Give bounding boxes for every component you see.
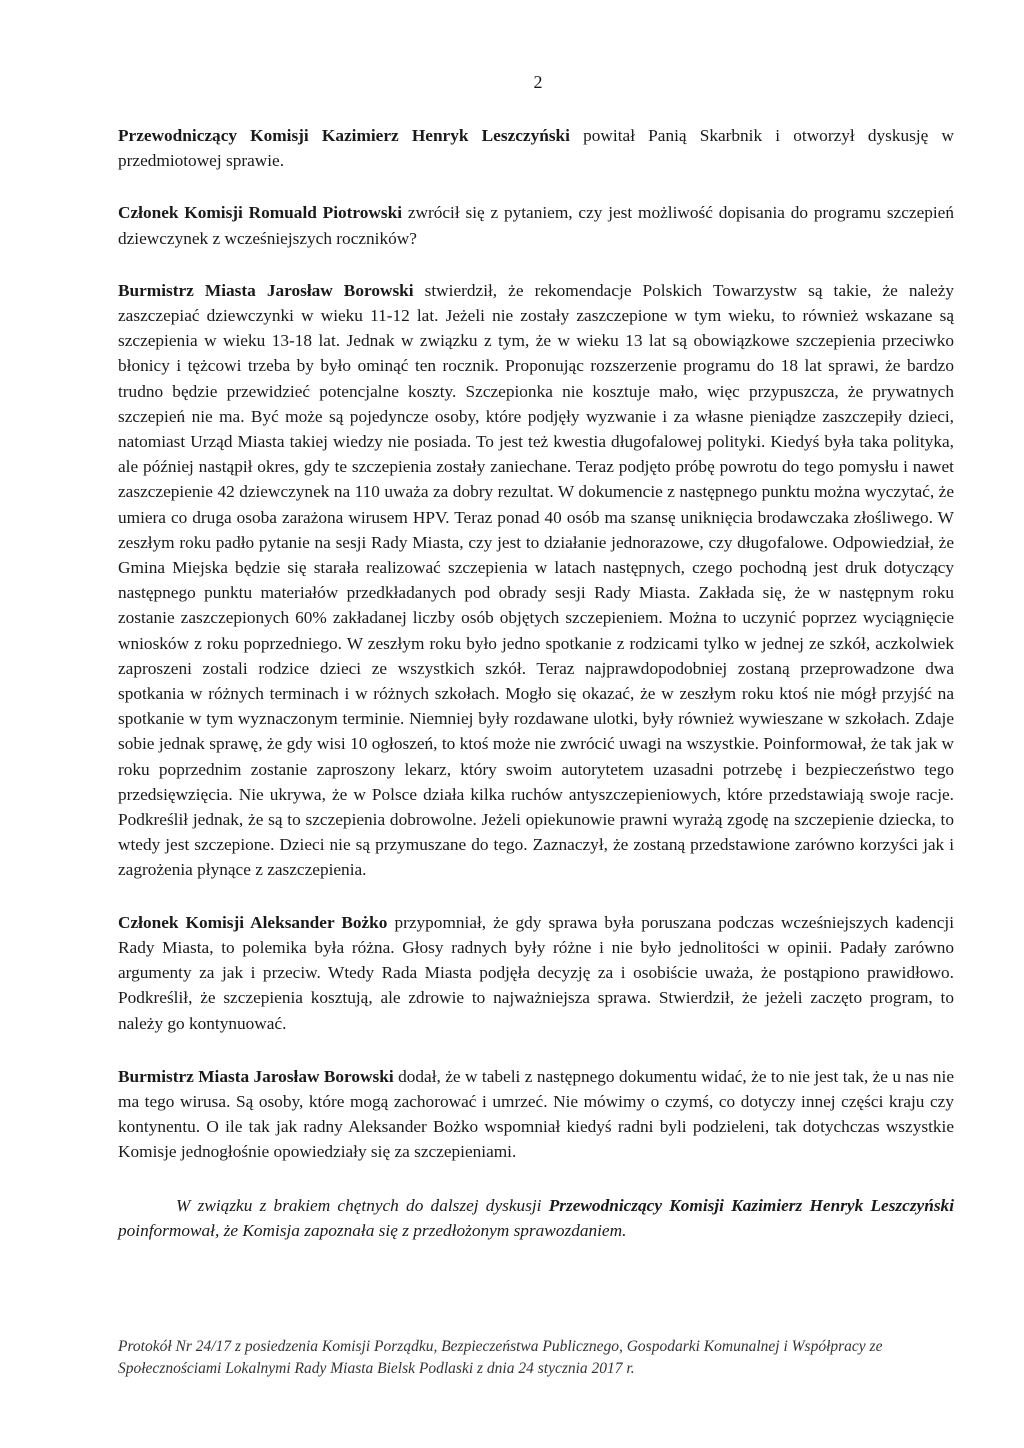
speaker-name: Burmistrz Miasta Jarosław Borowski [118,280,414,300]
paragraph-text: stwierdził, że rekomendacje Polskich Towarzystw są takie, że należy zaszczepiać dziewczynki w wieku 11-12 lat. Jeżeli nie zostały zaszczepione w tym wieku, to również wskazane są szczepienia w wieku 13-18 lat. Jednak w związku z tym, że w wieku 13 lat są obowiązkowe szczepienia przeciwko błonicy i tężcowi trzeba by było ominąć ten rocznik. Proponując rozszerzenie programu do 18 lat sprawi, że bardzo trudno będzie przewidzieć potencjalne koszty. Szczepionka nie kosztuje mało, więc przypuszcza, że prywatnych szczepień nie ma. Być może są pojedyncze osoby, które podjęły wyzwanie i za własne pieniądze zaszczepiły dzieci, natomiast Urząd Miasta takiej wiedzy nie posiada. To jest też kwestia długofalowej polityki. Kiedyś była taka polityka, ale później nastąpił okres, gdy te szczepienia zostały zaniechane. Teraz podjęto próbę powrotu do tego pomysłu i nawet zaszczepienie 42 dziewczynek na 110 uważa za dobry rezultat. W dokumencie z następnego punktu można wyczytać, że umiera co druga osoba zarażona wirusem HPV. Teraz ponad 40 osób ma szansę uniknięcia brodawczaka złośliwego. W zeszłym roku padło pytanie na sesji Rady Miasta, czy jest to działanie jednorazowe, czy długofalowe. Odpowiedział, że Gmina Miejska będzie się starała realizować szczepienia w latach następnych, czego pochodną jest druk dotyczący następnego punktu materiałów przedkładanych pod obrady sesji Rady Miasta. Zakłada się, że w następnym roku zostanie zaszczepionych 60% zakładanej liczby osób objętych szczepieniem. Można to uczynić poprzez wyciągnięcie wniosków z roku poprzedniego. W zeszłym roku było jedno spotkanie z rodzicami tylko w jednej ze szkół, aczkolwiek zaproszeni zostali rodzice dzieci ze wszystkich szkół. Teraz najprawdopodobniej zostaną przeprowadzone dwa spotkania w różnych terminach i w różnych szkołach. Mogło się okazać, że w zeszłym roku ktoś nie mógł przyjść na spotkanie w tym wyznaczonym terminie. Niemniej były rozdawane ulotki, były również wywieszane w szkołach. Zdaje sobie jednak sprawę, że gdy wisi 10 ogłoszeń, to ktoś może nie zwrócić uwagi na wszystkie. Poinformował, że tak jak w roku poprzednim zostanie zaproszony lekarz, który swoim autorytetem uzasadni potrzebę i bezpieczeństwo tego przedsięwzięcia. Nie ukrywa, że w Polsce działa kilka ruchów antyszczepieniowych, które przedstawiają swoje racje. Podkreślił jednak, że są to szczepienia dobrowolne. Jeżeli opiekunowie prawni wyrażą zgodę na szczepienie dziecka, to wtedy jest szczepione. Dzieci nie są przymuszane do tego. Zaznaczył, że zostaną przedstawione zarówno korzyści jak i zagrożenia płynące z zaszczepienia. [118,280,955,880]
paragraph-piotrowski-question [118,200,954,250]
paragraph-bozko-remark [118,910,954,1036]
paragraph-text: powitał Panią Skarbnik i otworzył dyskusję w przedmiotowej sprawie. [118,126,954,171]
paragraph-mayor-response [118,278,954,883]
paragraph-chairman-opening [118,123,954,173]
closing-prefix: W związku z brakiem chętnych do dalszej dyskusji [176,1195,549,1215]
closing-suffix: poinformował, że Komisja zapoznała się z przedłożonym sprawozdaniem. [118,1220,627,1240]
paragraph-text: przypomniał, że gdy sprawa była poruszana podczas wcześniejszych kadencji Rady Miasta, to polemika była różna. Głosy radnych były różne i nie było jednolitości w opinii. Padały zarówno argumenty za jak i przeciw. Wtedy Rada Miasta podjęła decyzję za i osobiście uważa, że postąpiono prawidłowo. Podkreślił, że szczepienia kosztują, ale zdrowie to najważniejsza sprawa. Stwierdził, że jeżeli zaczęto program, to należy go kontynuować. [118,912,954,1033]
speaker-name: Członek Komisji Aleksander Bożko [118,912,388,932]
speaker-name: Członek Komisji Romuald Piotrowski [118,203,403,223]
document-footer: Protokół Nr 24/17 z posiedzenia Komisji Porządku, Bezpieczeństwa Publicznego, Gospodarki Komunalnej i Współpracy ze Społecznościami Lokalnymi Rady Miasta Bielsk Podlaski z dnia 24 stycznia 2017 r. [118,1338,883,1377]
paragraph-text: dodał, że w tabeli z następnego dokumentu widać, że to nie jest tak, że u nas nie ma tego wirusa. Są osoby, które mogą zachorować i umrzeć. Nie mówimy o czymś, co dotyczy innej części kraju czy kontynentu. O ile tak jak radny Aleksander Bożko wspomniał kiedyś radni byli podzieleni, tak dotychczas wszystkie Komisje jednogłośnie opowiedziały się za szczepieniami. [118,1066,954,1162]
speaker-name: Burmistrz Miasta Jarosław Borowski [118,1066,394,1086]
page-number: 2 [533,72,543,92]
paragraph-text: zwrócił się z pytaniem, czy jest możliwość dopisania do programu szczepień dziewczynek z wcześniejszych roczników? [118,203,954,248]
paragraph-mayor-addition [118,1064,954,1165]
document-body [118,123,954,1268]
speaker-name: Przewodniczący Komisji Kazimierz Henryk Leszczyński [118,126,570,145]
closing-statement [118,1193,954,1243]
speaker-name: Przewodniczący Komisji Kazimierz Henryk Leszczyński [548,1195,954,1215]
